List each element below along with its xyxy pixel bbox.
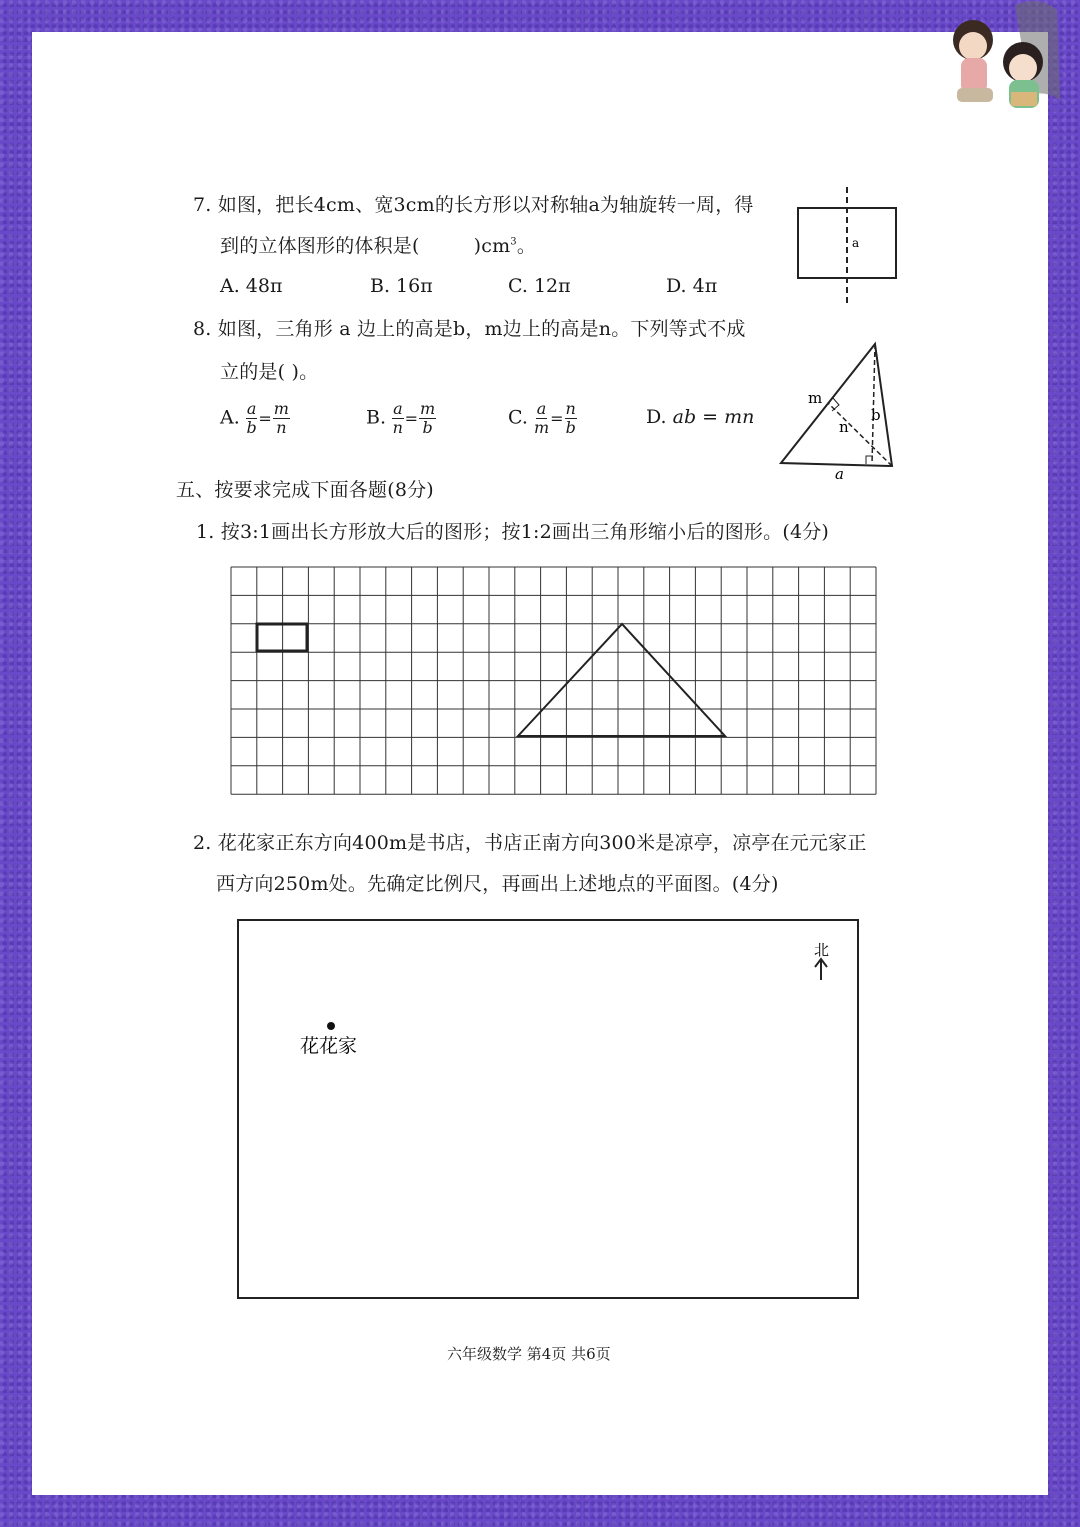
grid-lines [231, 567, 876, 794]
q8-opt-d-expr: ab = mn [672, 406, 755, 428]
q8-option-c[interactable] [508, 400, 577, 437]
q8-opt-a-label: A. [220, 406, 240, 429]
q7-option-a[interactable]: A. 48π [220, 275, 283, 297]
q7-line1: 7. 如图，把长4cm、宽3cm的长方形以对称轴a为轴旋转一周，得 [193, 194, 754, 216]
q8-fig-a: a [835, 465, 844, 483]
section5-p2-line2: 西方向250m处。先确定比例尺，再画出上述地点的平面图。(4分) [216, 873, 779, 895]
q7-option-b[interactable]: B. 16π [370, 275, 433, 297]
q8-fig-m: m [808, 389, 823, 407]
q8-opt-c-label: C. [508, 406, 528, 429]
q7-unit-sup: 3 [510, 236, 517, 248]
q8-b-d2: b [422, 418, 433, 437]
q7-option-d[interactable]: D. 4π [666, 275, 718, 297]
q7-axis-label: a [852, 236, 860, 250]
grid-drawing-area[interactable] [225, 561, 885, 799]
q7-line2-end: 。 [516, 235, 537, 257]
q8-line1: 8. 如图，三角形 a 边上的高是b，m边上的高是n。下列等式不成 [193, 318, 746, 340]
map-drawing-area[interactable] [236, 918, 860, 1302]
q8-a-d2: n [276, 418, 287, 437]
q8-c-d1: m [533, 418, 550, 437]
q8-triangle-figure [775, 335, 900, 485]
q8-a-eq: = [258, 409, 272, 428]
q8-b-d1: n [392, 418, 403, 437]
q7-line2-pre: 到的立体图形的体积是( [220, 235, 420, 257]
page-footer: 六年级数学 第4页 共6页 [447, 1345, 611, 1363]
q8-opt-b-label: B. [366, 406, 387, 429]
q8-option-b[interactable] [366, 400, 436, 437]
section5-title: 五、按要求完成下面各题(8分) [176, 479, 434, 501]
grid-triangle [518, 624, 725, 736]
section5-p2-line1: 2. 花花家正东方向400m是书店，书店正南方向300米是凉亭，凉亭在元元家正 [193, 832, 867, 854]
q8-fig-b: b [871, 406, 881, 424]
q7-option-c[interactable]: C. 12π [508, 275, 571, 297]
north-label: 北 [814, 941, 830, 959]
q7-line2 [220, 231, 536, 258]
q8-c-n1: a [536, 399, 547, 418]
reading-kids-illustration [945, 0, 1060, 120]
q8-b-n1: a [393, 399, 403, 418]
q8-option-d[interactable] [646, 406, 754, 428]
q8-c-d2: b [565, 418, 576, 437]
q8-a-n2: m [273, 399, 289, 418]
q7-line2-post: )cm [473, 235, 511, 257]
small-rectangle [257, 624, 307, 651]
q8-a-d1: b [246, 418, 257, 437]
q7-rectangle-figure [790, 185, 905, 310]
home-label: 花花家 [300, 1035, 358, 1057]
q8-c-eq: = [550, 409, 564, 428]
q8-b-n2: m [420, 399, 436, 418]
q8-opt-d-label: D. [646, 406, 667, 428]
q8-line2: 立的是( )。 [220, 361, 319, 383]
q8-b-eq: = [404, 409, 419, 428]
q8-a-n1: a [246, 399, 257, 418]
q8-c-n2: n [565, 399, 576, 418]
q8-option-a[interactable] [220, 400, 290, 437]
home-dot [327, 1022, 335, 1030]
section5-p1: 1. 按3:1画出长方形放大后的图形；按1:2画出三角形缩小后的图形。(4分) [196, 521, 830, 543]
q8-fig-n: n [839, 418, 849, 436]
